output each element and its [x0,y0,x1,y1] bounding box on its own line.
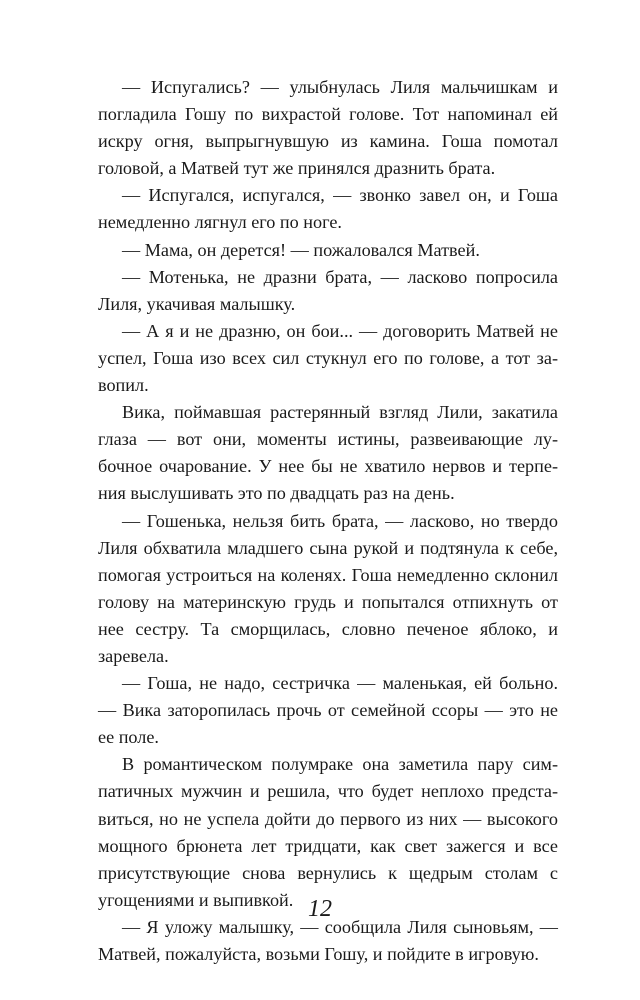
paragraph: — Испугался, испугался, — звонко завел он, и Гоша немедленно лягнул его по ноге. [98,185,558,233]
paragraph: — Мотенька, не дразни брата, — ласково попросила Лиля, укачивая малышку. [98,266,558,314]
paragraph: — Гошенька, нельзя бить брата, — ласково, но твердо Лиля обхватила младшего сына рукой и подтянула к себе, помогая устроиться на коленях. Гоша немедленно склонил голову на материнскую грудь и попытался отпихнуть от нее сестру. Та сморщилась, словно печеное яблоко, и заревела. [98,510,558,666]
body-text [98,74,558,968]
paragraph: — Мама, он дерется! — пожаловался Матвей. [122,239,480,260]
paragraph: — Испугались? — улыбнулась Лиля мальчишкам и погладила Гошу по вихрастой голове. Тот напоминал ей искру огня, выпрыгнувшую из камина. Гоша помотал головой, а Матвей тут же принялся дразнить брата. [98,77,558,179]
paragraph: — Гоша, не надо, сестричка — маленькая, ей больно. — Вика заторопилась прочь от семейной ссоры — это не ее поле. [98,673,558,748]
paragraph: В романтическом полумраке она заметила пару симпатичных мужчин и решила, что будет неплохо представиться, но не успела дойти до первого из них — высокого мощного брюнета лет тридцати, как свет зажегся и все присутствующие снова вернулись к щедрым столам с угощениями и выпивкой. [98,754,558,910]
paragraph: — А я и не дразню, он бои... — договорить Матвей не успел, Гоша изо всех сил стукнул его по голове, а тот завопил. [98,320,558,396]
page-number: 12 [308,896,332,922]
paragraph: Вика, поймавшая растерянный взгляд Лили, закатила глаза — вот они, моменты истины, развеивающие лубочное очарование. У нее бы не хватило нервов и терпения выслушивать это по двадцать раз на день. [98,402,558,504]
paragraph: — Я уложу малышку, — сообщила Лиля сыновьям, — Матвей, пожалуйста, возьми Гошу, и пойдите в игровую. [98,916,558,964]
